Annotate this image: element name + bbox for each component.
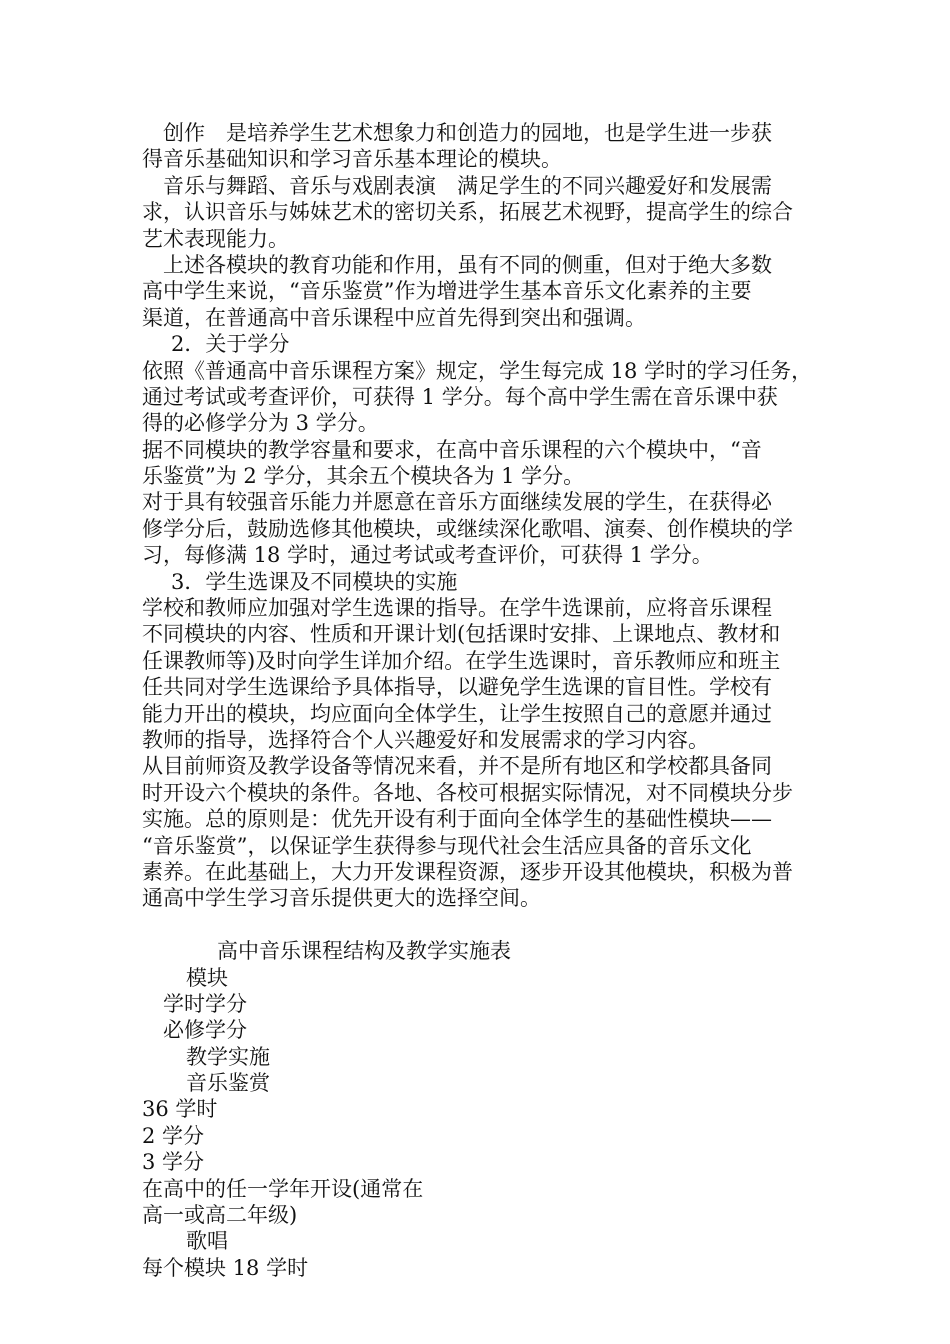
table-header-cell: 模块 [186,965,228,990]
table-header-cell: 教学实施 [186,1044,270,1069]
paragraph-line: 从目前师资及教学设备等情况来看，并不是所有地区和学校都具备同 [142,754,772,779]
document-body [142,120,822,1281]
paragraph-line: 通过考试或考查评价，可获得 1 学分。每个高中学生需在音乐课中获 [142,384,778,409]
blank-line [142,912,822,938]
section-heading: 2．关于学分 [171,332,290,357]
table-cell-implementation: 在高中的任一学年开设(通常在 [142,1176,424,1201]
paragraph-line: 任课教师等)及时向学生详加介绍。在学生选课时，音乐教师应和班主 [142,648,781,673]
paragraph-line: 创作 是培养学生艺术想象力和创造力的园地，也是学生进一步获 [163,121,772,145]
table-title: 高中音乐课程结构及教学实施表 [217,939,511,964]
section-heading: 3．学生选课及不同模块的实施 [171,569,458,594]
paragraph-line: 实施。总的原则是：优先开设有利于面向全体学生的基础性模块—— [142,807,772,832]
paragraph-line: 能力开出的模块，均应面向全体学生，让学生按照自己的意愿并通过 [142,701,772,726]
paragraph-line: 上述各模块的教育功能和作用，虽有不同的侧重，但对于绝大多数 [163,252,772,277]
table-header-cell: 学时学分 [163,991,247,1016]
table-cell-required: 3 学分 [142,1150,205,1175]
table-header-cell: 必修学分 [163,1018,247,1043]
table-cell-hours: 每个模块 18 学时 [142,1255,309,1280]
paragraph-line: 通高中学生学习音乐提供更大的选择空间。 [142,886,541,911]
paragraph-line: 学校和教师应加强对学生选课的指导。在学牛选课前，应将音乐课程 [142,596,772,621]
paragraph-line: 素养。在此基础上，大力开发课程资源，逐步开设其他模块，积极为普 [142,859,793,884]
paragraph-line: 教师的指导，选择符合个人兴趣爱好和发展需求的学习内容。 [142,727,709,752]
paragraph-line: 高中学生来说，“音乐鉴赏”作为增进学生基本音乐文化素养的主要 [142,279,752,304]
paragraph-line: 任共同对学生选课给予具体指导，以避免学生选课的盲目性。学校有 [142,675,772,700]
table-cell-credits: 2 学分 [142,1123,205,1148]
paragraph-line: 求，认识音乐与姊妹艺术的密切关系，拓展艺术视野，提高学生的综合 [142,200,793,225]
paragraph-line: 音乐与舞蹈、音乐与戏剧表演 满足学生的不同兴趣爱好和发展需 [163,173,772,198]
paragraph-line: 不同模块的内容、性质和开课计划(包括课时安排、上课地点、教材和 [142,622,781,647]
table-cell-module: 歌唱 [186,1229,228,1254]
paragraph-line: 得音乐基础知识和学习音乐基本理论的模块。 [142,147,562,172]
table-cell-hours: 36 学时 [142,1097,218,1122]
paragraph-line: 渠道，在普通高中音乐课程中应首先得到突出和强调。 [142,305,646,330]
paragraph-line: 据不同模块的教学容量和要求，在高中音乐课程的六个模块中，“音 [142,437,762,462]
paragraph-line: 习，每修满 18 学时，通过考试或考查评价，可获得 1 学分。 [142,543,713,568]
paragraph-line: 对于具有较强音乐能力并愿意在音乐方面继续发展的学生，在获得必 [142,490,772,515]
paragraph-line: 依照《普通高中音乐课程方案》规定，学生每完成 18 学时的学习任务， [142,358,813,383]
table-cell-module: 音乐鉴赏 [186,1071,270,1096]
paragraph-line: 乐鉴赏”为 2 学分，其余五个模块各为 1 学分。 [142,464,585,489]
table-cell-implementation: 高一或高二年级) [142,1203,298,1228]
paragraph-line: 艺术表现能力。 [142,226,289,251]
paragraph-line: 得的必修学分为 3 学分。 [142,411,379,436]
paragraph-line: 修学分后，鼓励选修其他模块，或继续深化歌唱、演奏、创作模块的学 [142,516,793,541]
paragraph-line: “音乐鉴赏”，以保证学生获得参与现代社会生活应具备的音乐文化 [142,833,752,858]
paragraph-line: 时开设六个模块的条件。各地、各校可根据实际情况，对不同模块分步 [142,780,793,805]
